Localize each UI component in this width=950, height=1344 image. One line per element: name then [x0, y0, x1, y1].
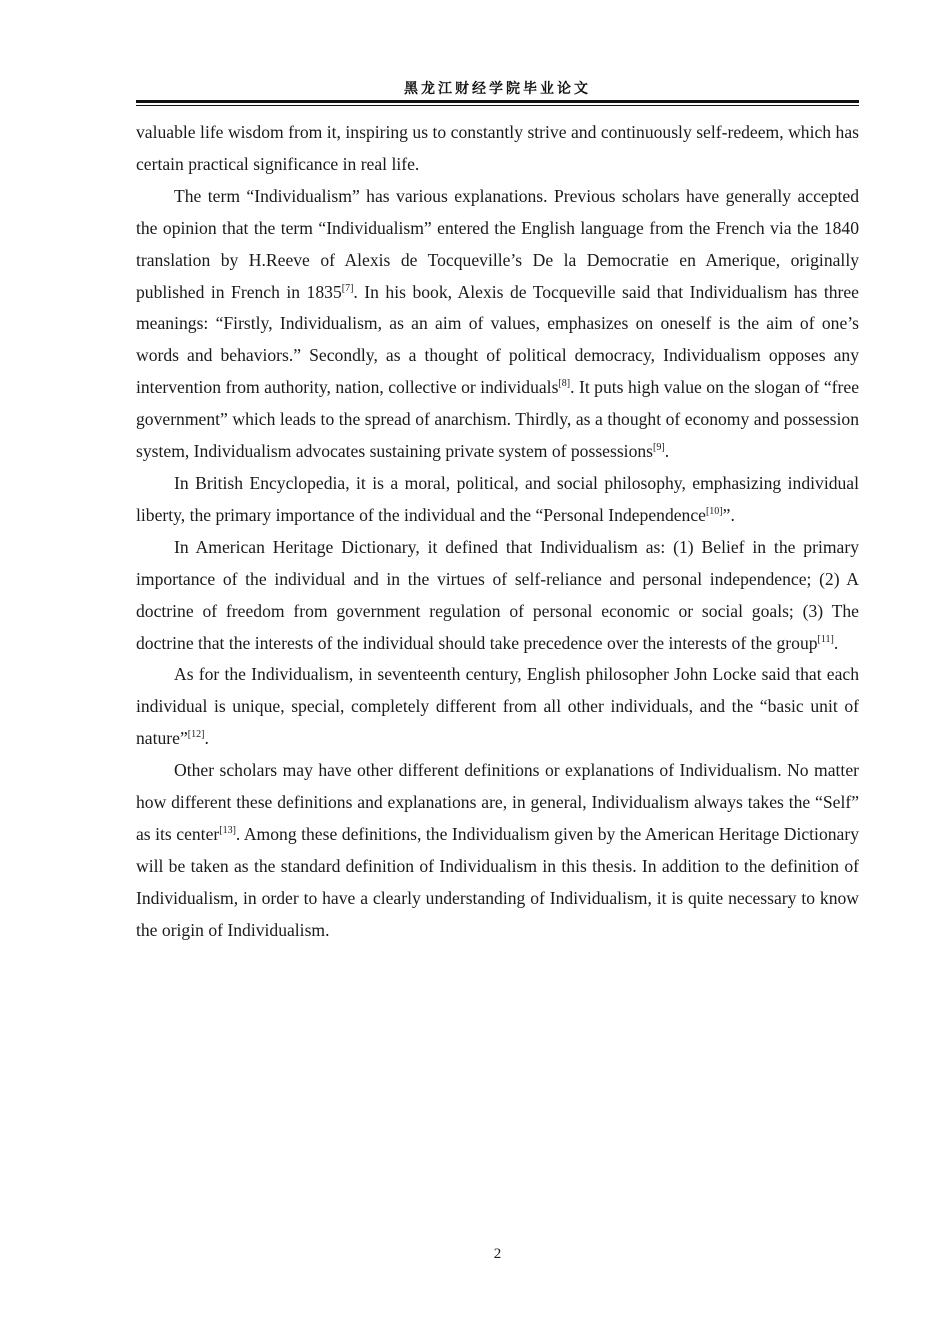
paragraph-5 — [136, 659, 859, 755]
text-segment: As for the Individualism, in seventeenth century, English philosopher John Locke said that each individual is unique, special, completely different from all other individuals, and the “basic unit of nature” — [136, 664, 859, 749]
citation-12: [12] — [187, 729, 205, 741]
paragraph-2 — [136, 181, 859, 468]
page-number: 2 — [493, 1246, 502, 1262]
paragraph-1 — [136, 117, 859, 181]
text-segment: Other scholars may have other different definitions or explanations of Individualism. No matter how different these definitions and explanations are, in general, Individualism always takes the “Self” as its center — [136, 760, 859, 844]
citation-9: [9] — [653, 442, 665, 454]
text-segment: . — [833, 632, 839, 653]
paragraph-6 — [136, 755, 859, 946]
running-header: 黑龙江财经学院毕业论文 — [404, 81, 591, 97]
citation-8: [8] — [558, 378, 571, 390]
text-segment: In British Encyclopedia, it is a moral, political, and social philosophy, emphasizing individual liberty, the primary importance of the individual and the “Personal Independence — [136, 472, 859, 525]
body-text — [136, 117, 859, 947]
citation-10: [10] — [705, 505, 723, 517]
paragraph-4 — [136, 532, 859, 660]
text-segment: . In his book, Alexis de Tocqueville said that Individualism has three meanings: “Firstly, Individualism, as an aim of values, emphasizes on oneself is the aim of one’s words and behaviors.” Secondly, as a thought of political democracy, Individualism opposes any intervention from authority, nation, collective or individuals — [136, 281, 859, 398]
text-segment: valuable life wisdom from it, inspiring us to constantly strive and continuously self-redeem, which has certain practical significance in real life. — [136, 122, 859, 174]
text-segment: ”. — [722, 504, 735, 525]
text-segment: . — [204, 728, 209, 749]
citation-13: [13] — [219, 824, 236, 836]
text-segment: In American Heritage Dictionary, it defined that Individualism as: (1) Belief in the primary importance of the individual and in the virtues of self-reliance and personal independence; (2) A doctrine of freedom from government regulation of personal economic or social goals; (3) The doctrine that the interests of the individual should take precedence over the interests of the group — [136, 536, 859, 653]
header-rule-thick — [136, 100, 859, 103]
text-segment: . It puts high value on the slogan of “free government” which leads to the spread of anarchism. Thirdly, as a thought of economy and possession system, Individualism advocates sustaining private system of possessions — [136, 377, 860, 462]
citation-11: [11] — [817, 633, 834, 645]
citation-7: [7] — [341, 282, 354, 294]
text-segment: . Among these definitions, the Individualism given by the American Heritage Dictionary will be taken as the standard definition of Individualism in this thesis. In addition to the definition of Individualism, in order to have a clearly understanding of Individualism, it is quite necessary to know the origin of Individualism. — [136, 823, 859, 940]
text-segment: . — [664, 441, 670, 462]
paragraph-3 — [136, 468, 859, 532]
text-segment: The term “Individualism” has various explanations. Previous scholars have generally accepted the opinion that the term “Individualism” entered the English language from the French via the 1840 translation by H.Reeve of Alexis de Tocqueville’s De la Democratie en Amerique, originally published in French in 1835 — [136, 185, 859, 302]
header-rule-thin — [136, 105, 859, 106]
